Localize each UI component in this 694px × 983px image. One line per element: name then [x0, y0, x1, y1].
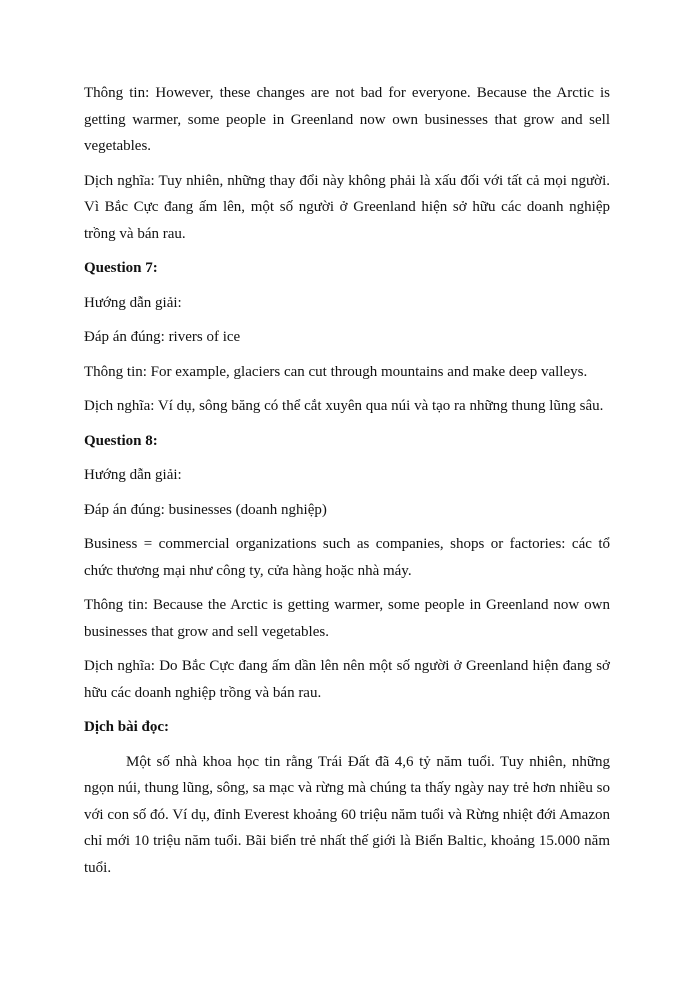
correct-answer: Đáp án đúng: rivers of ice — [84, 329, 241, 345]
info-paragraph: Thông tin: However, these changes are not bad for everyone. Because the Arctic is getting warmer, some people in Greenland now own businesses that grow and sell vegetables. — [84, 85, 610, 154]
correct-answer: Đáp án đúng: businesses (doanh nghiệp) — [84, 501, 327, 518]
info-paragraph: Thông tin: Because the Arctic is getting warmer, some people in Greenland now own businesses that grow and sell vegetables. — [84, 597, 610, 640]
document-page — [84, 80, 610, 889]
info-paragraph: Thông tin: For example, glaciers can cut through mountains and make deep valleys. — [84, 363, 588, 380]
solution-guide-label: Hướng dẫn giải: — [84, 294, 182, 311]
translation-paragraph: Dịch nghĩa: Do Bắc Cực đang ấm dần lên nên một số người ở Greenland hiện đang sở hữu các doanh nghiệp trồng và bán rau. — [84, 658, 610, 701]
definition-paragraph: Business = commercial organizations such as companies, shops or factories: các tổ chức thương mại như công ty, cửa hàng hoặc nhà máy. — [84, 536, 610, 579]
reading-translation-paragraph: Một số nhà khoa học tin rằng Trái Đất đã 4,6 tỷ năm tuổi. Tuy nhiên, những ngọn núi, thung lũng, sông, sa mạc và rừng mà chúng ta thấy ngày nay trẻ hơn nhiều so với con số đó. Ví dụ, đỉnh Everest khoảng 60 triệu năm tuổi và Rừng nhiệt đới Amazon chỉ mới 10 triệu năm tuổi. Bãi biển trẻ nhất thế giới là Biển Baltic, khoảng 15.000 năm tuổi. — [84, 753, 610, 876]
question-8-heading: Question 8: — [84, 432, 158, 449]
translation-paragraph: Dịch nghĩa: Ví dụ, sông băng có thể cắt xuyên qua núi và tạo ra những thung lũng sâu. — [84, 398, 604, 414]
translation-paragraph: Dịch nghĩa: Tuy nhiên, những thay đổi này không phải là xấu đối với tất cả mọi người. Vì Bắc Cực đang ấm lên, một số người ở Greenland hiện sở hữu các doanh nghiệp trồng và bán rau. — [84, 172, 610, 242]
solution-guide-label: Hướng dẫn giải: — [84, 467, 182, 483]
question-7-heading: Question 7: — [84, 260, 158, 276]
reading-translation-heading: Dịch bài đọc: — [84, 719, 170, 735]
